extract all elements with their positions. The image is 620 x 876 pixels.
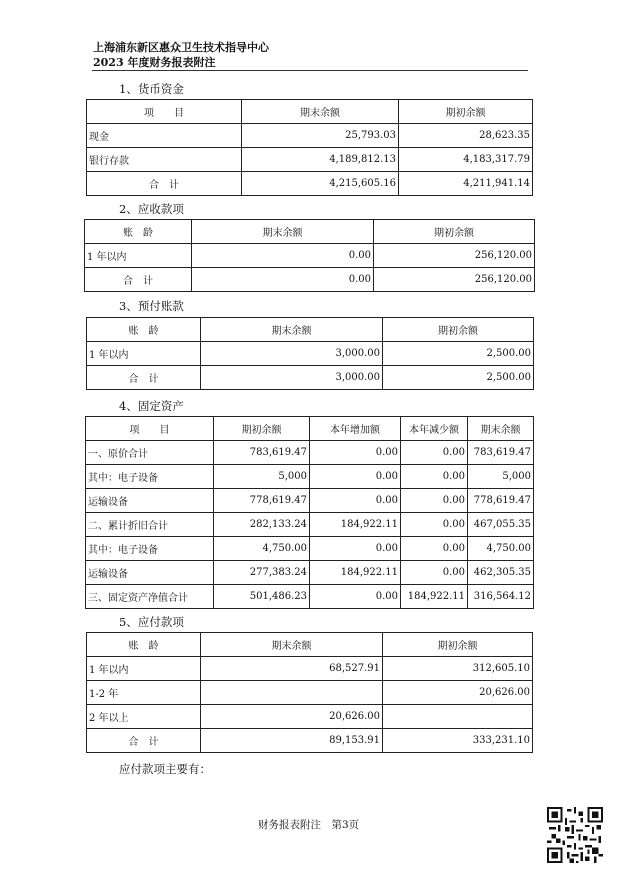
table-header-row (87, 318, 534, 342)
ending-balance: 462,305.35 (468, 561, 534, 585)
opening-balance: 282,133.24 (214, 513, 310, 537)
increase: 0.00 (310, 585, 401, 609)
table-row (86, 585, 534, 609)
opening-balance: 783,619.47 (214, 441, 310, 465)
increase: 0.00 (310, 441, 401, 465)
table-row (87, 681, 533, 705)
ending-balance: 3,000.00 (201, 366, 383, 390)
column-header: 期初余额 (374, 220, 535, 244)
page-footer: 财务报表附注 第3页 (258, 819, 360, 831)
table-row (87, 657, 533, 681)
payables-table (86, 632, 533, 753)
table-total-row (85, 268, 535, 292)
section-title-prepayments: 3、预付账款 (119, 299, 184, 313)
row-label: 1 年以内 (87, 657, 201, 681)
opening-balance: 20,626.00 (383, 681, 533, 705)
column-header: 期初余额 (399, 100, 533, 124)
opening-balance: 5,000 (214, 465, 310, 489)
opening-balance: 778,619.47 (214, 489, 310, 513)
column-header: 账 龄 (87, 633, 201, 657)
row-label: 银行存款 (87, 148, 242, 172)
table-row (87, 148, 533, 172)
row-label: 二、累计折旧合计 (86, 513, 214, 537)
ending-balance: 783,619.47 (468, 441, 534, 465)
table-row (85, 244, 535, 268)
report-header (93, 40, 269, 70)
row-label: 合 计 (87, 729, 201, 753)
qr-code-icon (547, 807, 603, 863)
increase: 0.00 (310, 489, 401, 513)
opening-balance: 333,231.10 (383, 729, 533, 753)
table-header-row (86, 417, 534, 441)
row-label: 三、固定资产净值合计 (86, 585, 214, 609)
row-label: 合 计 (87, 172, 242, 196)
report-title: 2023 年度财务报表附注 (93, 56, 216, 69)
ending-balance: 4,215,605.16 (242, 172, 399, 196)
receivables-table (84, 219, 535, 292)
row-label: 运输设备 (86, 561, 214, 585)
ending-balance: 5,000 (468, 465, 534, 489)
decrease: 0.00 (401, 465, 468, 489)
decrease: 0.00 (401, 513, 468, 537)
ending-balance: 4,189,812.13 (242, 148, 399, 172)
row-label: 1 年以内 (87, 342, 201, 366)
opening-balance: 501,486.23 (214, 585, 310, 609)
column-header: 项 目 (86, 417, 214, 441)
section-title-receivables: 2、应收款项 (119, 202, 184, 216)
row-label: 合 计 (87, 366, 201, 390)
prepayments-table (86, 317, 534, 390)
ending-balance: 89,153.91 (201, 729, 383, 753)
opening-balance: 4,183,317.79 (399, 148, 533, 172)
table-row (86, 537, 534, 561)
column-header: 期末余额 (201, 633, 383, 657)
table-row (87, 705, 533, 729)
ending-balance: 20,626.00 (201, 705, 383, 729)
table-row (86, 465, 534, 489)
cash-table (86, 99, 533, 196)
increase: 0.00 (310, 465, 401, 489)
section-title-fixed-assets: 4、固定资产 (119, 399, 184, 413)
decrease: 0.00 (401, 441, 468, 465)
opening-balance: 277,383.24 (214, 561, 310, 585)
table-row (86, 441, 534, 465)
table-total-row (87, 172, 533, 196)
column-header: 账 龄 (85, 220, 192, 244)
decrease: 0.00 (401, 537, 468, 561)
ending-balance: 68,527.91 (201, 657, 383, 681)
table-row (86, 489, 534, 513)
ending-balance: 4,750.00 (468, 537, 534, 561)
row-label: 1 年以内 (85, 244, 192, 268)
row-label: 现金 (87, 124, 242, 148)
increase: 184,922.11 (310, 513, 401, 537)
ending-balance: 316,564.12 (468, 585, 534, 609)
column-header: 期初余额 (383, 633, 533, 657)
row-label: 合 计 (85, 268, 192, 292)
column-header: 项 目 (87, 100, 242, 124)
opening-balance: 4,211,941.14 (399, 172, 533, 196)
ending-balance: 778,619.47 (468, 489, 534, 513)
row-label: 一、原价合计 (86, 441, 214, 465)
row-label: 1-2 年 (87, 681, 201, 705)
table-row (86, 513, 534, 537)
opening-balance: 2,500.00 (383, 342, 534, 366)
organization-name: 上海浦东新区惠众卫生技术指导中心 (93, 41, 269, 54)
row-label: 2 年以上 (87, 705, 201, 729)
column-header: 期末余额 (192, 220, 374, 244)
fixed-assets-table (85, 416, 534, 609)
opening-balance (383, 705, 533, 729)
column-header: 账 龄 (87, 318, 201, 342)
opening-balance: 312,605.10 (383, 657, 533, 681)
table-header-row (87, 100, 533, 124)
decrease: 184,922.11 (401, 585, 468, 609)
opening-balance: 256,120.00 (374, 244, 535, 268)
table-total-row (87, 729, 533, 753)
column-header: 本年减少额 (401, 417, 468, 441)
increase: 184,922.11 (310, 561, 401, 585)
column-header: 期末余额 (468, 417, 534, 441)
column-header: 期末余额 (242, 100, 399, 124)
row-label: 其中：电子设备 (86, 537, 214, 561)
increase: 0.00 (310, 537, 401, 561)
ending-balance (201, 681, 383, 705)
row-label: 运输设备 (86, 489, 214, 513)
section-title-payables: 5、应付款项 (119, 615, 184, 629)
column-header: 期初余额 (383, 318, 534, 342)
table-total-row (87, 366, 534, 390)
table-header-row (85, 220, 535, 244)
section-title-cash: 1、货币资金 (119, 82, 184, 96)
opening-balance: 4,750.00 (214, 537, 310, 561)
ending-balance: 3,000.00 (201, 342, 383, 366)
table-row (87, 124, 533, 148)
opening-balance: 28,623.35 (399, 124, 533, 148)
opening-balance: 2,500.00 (383, 366, 534, 390)
ending-balance: 467,055.35 (468, 513, 534, 537)
payables-note: 应付款项主要有： (119, 762, 211, 776)
opening-balance: 256,120.00 (374, 268, 535, 292)
table-row (87, 342, 534, 366)
row-label: 其中：电子设备 (86, 465, 214, 489)
table-row (86, 561, 534, 585)
table-header-row (87, 633, 533, 657)
ending-balance: 25,793.03 (242, 124, 399, 148)
ending-balance: 0.00 (192, 268, 374, 292)
column-header: 期末余额 (201, 318, 383, 342)
header-divider (92, 70, 528, 71)
ending-balance: 0.00 (192, 244, 374, 268)
decrease: 0.00 (401, 561, 468, 585)
column-header: 本年增加额 (310, 417, 401, 441)
decrease: 0.00 (401, 489, 468, 513)
column-header: 期初余额 (214, 417, 310, 441)
